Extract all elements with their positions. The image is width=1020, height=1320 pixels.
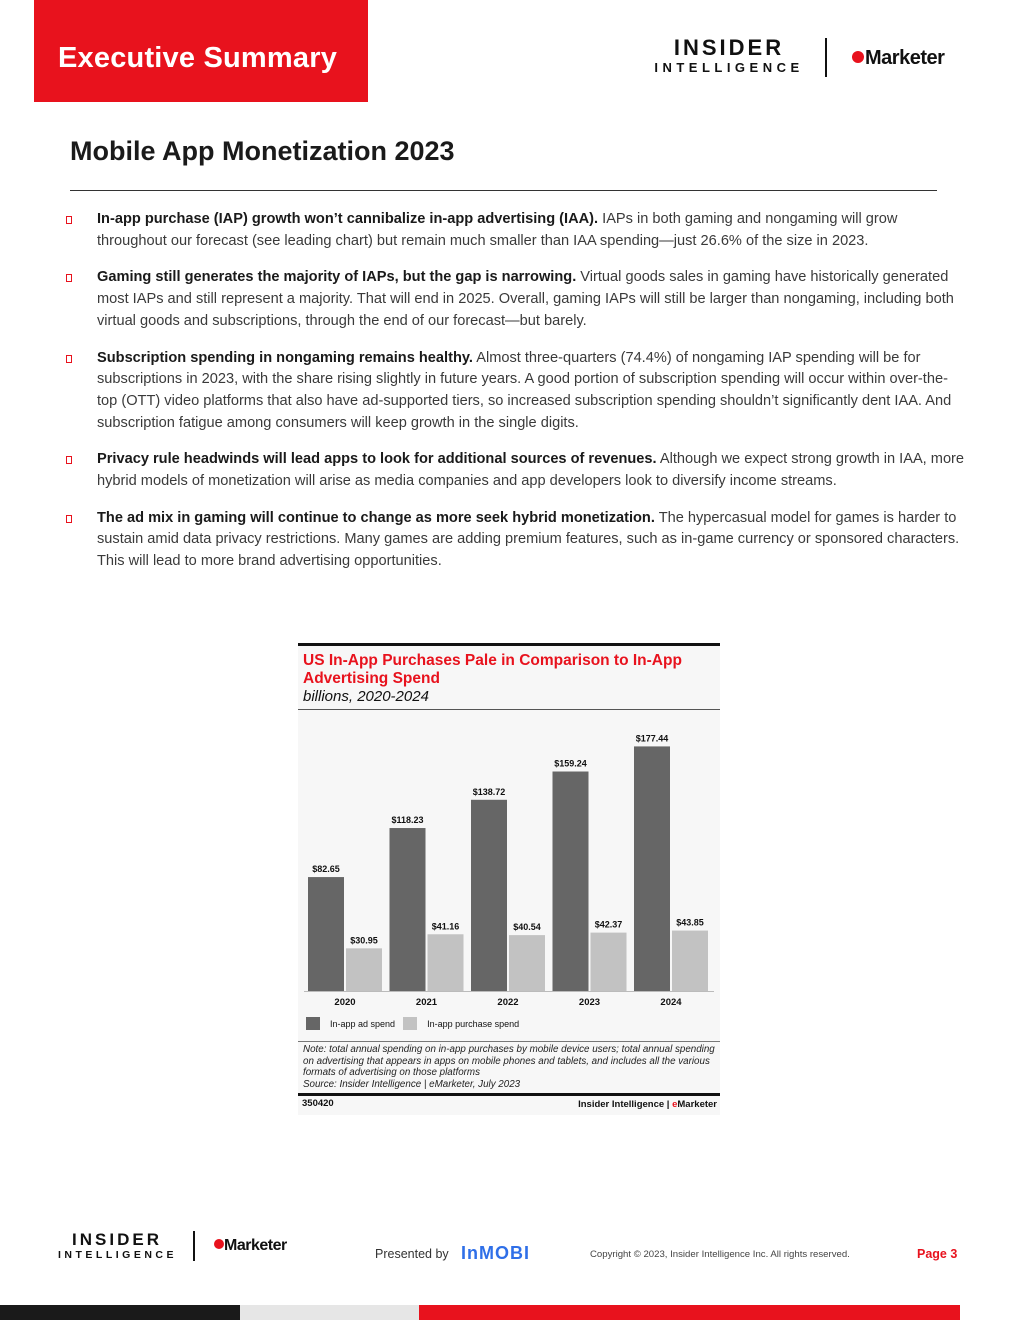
chart-top-bar (298, 643, 720, 646)
chart-brand (578, 1099, 717, 1110)
footer-insider-intelligence-logo (58, 1231, 176, 1262)
footer-bar-red (419, 1305, 960, 1320)
footer-emarketer-logo-text: Marketer (224, 1237, 287, 1254)
logo-divider (825, 38, 827, 77)
summary-bullet (66, 508, 966, 573)
footer-logo-intelligence-text: INTELLIGENCE (58, 1249, 178, 1261)
summary-bullet (66, 449, 966, 492)
bullet-marker-icon (66, 216, 72, 224)
data-label: $159.24 (554, 758, 587, 769)
chart-id: 350420 (302, 1098, 334, 1109)
footer-emarketer-dot-icon (214, 1239, 224, 1249)
chart-brand-right: Marketer (677, 1099, 717, 1110)
data-label: $82.65 (312, 864, 340, 875)
chart-source: Source: Insider Intelligence | eMarketer, July 2023 (303, 1078, 521, 1090)
logo-intelligence-text: INTELLIGENCE (654, 60, 804, 75)
sponsor-logo: InMOBI (461, 1243, 530, 1263)
emarketer-logo-text: Marketer (865, 47, 945, 69)
data-label: $177.44 (635, 733, 669, 744)
bar-ad-spend (390, 828, 426, 991)
chart-note (303, 1044, 715, 1090)
footer-logo-divider (193, 1231, 195, 1261)
summary-bullet (66, 348, 966, 435)
bullet-marker-icon (66, 456, 72, 464)
summary-bullet (66, 209, 966, 252)
bullet-body: Although we expect strong growth in IAA, more hybrid models of monetization will arise as media companies and app developers look to diversify income streams. (97, 451, 965, 490)
x-tick-label: 2023 (578, 997, 601, 1008)
bullet-body: IAPs in both gaming and nongaming will grow throughout our forecast (see leading chart) but remain much smaller than IAA spending—just 26.6% of the size in 2023. (97, 211, 898, 249)
bullet-marker-icon (66, 355, 72, 363)
bar-purchase-spend (509, 935, 545, 991)
footer-bar-light (240, 1305, 419, 1320)
data-label: $40.54 (513, 922, 541, 933)
bar-ad-spend (553, 772, 589, 991)
data-label: $138.72 (472, 786, 506, 797)
legend-swatch-purchase-spend (403, 1017, 417, 1030)
data-label: $43.85 (676, 917, 704, 928)
legend-item (403, 1017, 519, 1030)
bullet-lead: Gaming still generates the majority of IAPs, but the gap is narrowing. (97, 269, 577, 286)
footer-bar-dark (0, 1305, 240, 1320)
bullet-body: Virtual goods sales in gaming have historically generated most IAPs and still represent a majority. That will end in 2025. Overall, gaming IAPs will still be larger than nongaming, including both virtual goods and subscriptions, through the end of our forecast—but barely. (97, 269, 954, 329)
chart-legend (306, 1017, 527, 1030)
x-tick-label: 2024 (660, 997, 682, 1008)
emarketer-logo (852, 47, 944, 70)
x-tick-label: 2021 (415, 997, 438, 1008)
chart-title: US In-App Purchases Pale in Comparison to In-App Advertising Spend (303, 652, 682, 687)
bullet-lead: Privacy rule headwinds will lead apps to look for additional sources of revenues. (97, 451, 657, 468)
bullet-lead: Subscription spending in nongaming remains healthy. (97, 349, 473, 366)
emarketer-dot-icon (852, 51, 864, 63)
legend-item (306, 1017, 395, 1030)
insider-intelligence-logo (654, 36, 804, 76)
bar-ad-spend (634, 746, 670, 991)
chart-brand-e: e (672, 1099, 678, 1110)
bar-purchase-spend (428, 934, 464, 991)
page-title: Mobile App Monetization 2023 (70, 136, 455, 166)
bar-ad-spend (471, 800, 507, 991)
bullet-marker-icon (66, 515, 72, 523)
chart-bottom-bar (298, 1093, 720, 1096)
chart-brand-left: Insider Intelligence | (578, 1099, 673, 1110)
copyright-text: Copyright © 2023, Insider Intelligence Inc. All rights reserved. (590, 1249, 850, 1260)
legend-label: In-app ad spend (330, 1018, 396, 1029)
bar-ad-spend (308, 877, 344, 991)
chart-card (298, 643, 720, 1115)
note-divider (298, 1041, 720, 1042)
bullet-lead: The ad mix in gaming will continue to change as more seek hybrid monetization. (97, 509, 655, 526)
chart-note-text: Note: total annual spending on in-app purchases by mobile device users; total annual spending on advertising that appears in apps on mobile phones and tablets, and includes all the various formats of advertising on those platforms (303, 1044, 715, 1079)
legend-swatch-ad-spend (306, 1017, 320, 1030)
summary-bullet-list (66, 209, 966, 588)
chart-subtitle: billions, 2020-2024 (303, 688, 429, 705)
summary-bullet (66, 267, 966, 332)
bar-purchase-spend (346, 948, 382, 991)
data-label: $118.23 (391, 815, 424, 826)
page-number: Page 3 (917, 1247, 958, 1261)
data-label: $41.16 (431, 921, 460, 932)
bar-purchase-spend (672, 931, 708, 991)
bullet-body: The hypercasual model for games is harder to sustain amid data privacy restrictions. Many games are adding premium features, such as in-game currency or sponsored characters. This will lead to more brand advertising opportunities. (97, 509, 960, 570)
footer-emarketer-logo (214, 1237, 287, 1255)
bullet-lead: In-app purchase (IAP) growth won’t cannibalize in-app advertising (IAA). (97, 211, 599, 227)
bullet-body: Almost three-quarters (74.4%) of nongaming IAP spending will be for subscriptions in 2023, with the share rising slightly in future years. A good portion of subscription spending will occur within over-the-top (OTT) video platforms that also have ad-supported tiers, so increased subscription spending shouldn’t significantly dent IAA. And subscription fatigue among consumers will keep growth in the single digits. (97, 349, 952, 431)
x-tick-label: 2020 (334, 997, 356, 1008)
presented-by-label: Presented by (375, 1247, 449, 1261)
x-tick-label: 2022 (497, 997, 519, 1008)
data-label: $30.95 (350, 935, 378, 946)
logo-insider-text: INSIDER (673, 35, 785, 60)
bar-chart (298, 710, 720, 1010)
title-divider (70, 190, 937, 191)
footer-logo-insider-text: INSIDER (72, 1230, 162, 1249)
bullet-marker-icon (66, 274, 72, 282)
legend-label: In-app purchase spend (427, 1018, 520, 1029)
data-label: $42.37 (594, 919, 623, 930)
bar-purchase-spend (591, 933, 627, 991)
section-label: Executive Summary (34, 0, 368, 102)
